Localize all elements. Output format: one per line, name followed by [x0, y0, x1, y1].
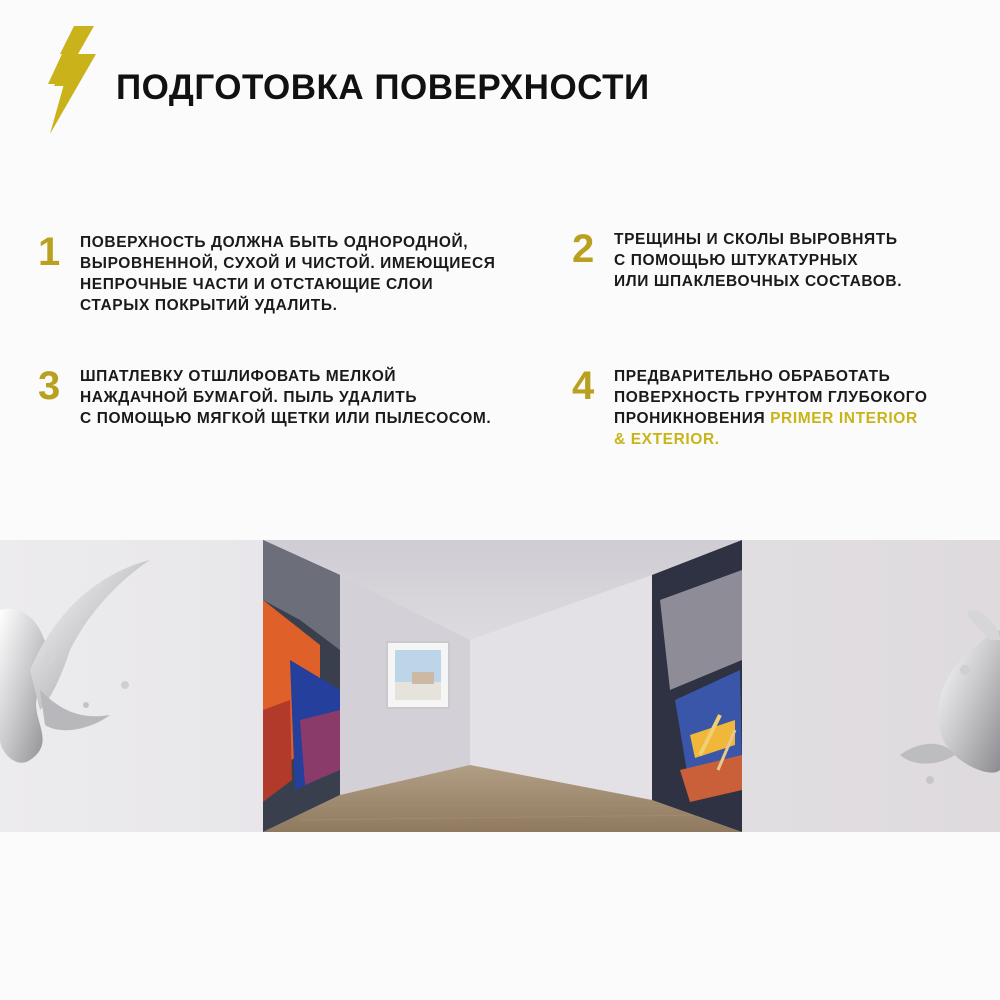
step-number: 3 — [38, 364, 61, 408]
header — [38, 22, 738, 132]
step-line-plain: ПРОНИКНОВЕНИЯ — [614, 410, 771, 427]
product-name-highlight: PRIMER INTERIOR — [770, 410, 918, 427]
step-4 — [572, 366, 982, 456]
step-2 — [572, 229, 972, 299]
step-line: ШПАТЛЕВКУ ОТШЛИФОВАТЬ МЕЛКОЙ — [80, 368, 397, 385]
step-text — [80, 366, 491, 429]
step-line: НАЖДАЧНОЙ БУМАГОЙ. ПЫЛЬ УДАЛИТЬ — [80, 389, 418, 406]
step-line: С ПОМОЩЬЮ МЯГКОЙ ЩЕТКИ ИЛИ ПЫЛЕСОСОМ. — [80, 410, 492, 427]
step-line — [614, 408, 928, 429]
page-title: ПОДГОТОВКА ПОВЕРХНОСТИ — [116, 68, 650, 107]
footer-blank — [0, 832, 1000, 1000]
step-line: ТРЕЩИНЫ И СКОЛЫ ВЫРОВНЯТЬ — [614, 231, 898, 248]
step-line: ПОВЕРХНОСТЬ ДОЛЖНА БЫТЬ ОДНОРОДНОЙ, — [80, 234, 469, 251]
step-line: НЕПРОЧНЫЕ ЧАСТИ И ОТСТАЮЩИЕ СЛОИ — [80, 276, 434, 293]
step-text — [614, 229, 902, 292]
step-line: ИЛИ ШПАКЛЕВОЧНЫХ СОСТАВОВ. — [614, 273, 903, 290]
lightning-bolt-icon — [38, 26, 100, 134]
step-number: 4 — [572, 364, 595, 408]
step-1 — [38, 232, 538, 322]
step-3 — [38, 366, 558, 436]
banner-illustration — [0, 540, 1000, 832]
step-text — [80, 232, 496, 316]
step-text — [614, 366, 928, 450]
step-line: СТАРЫХ ПОКРЫТИЙ УДАЛИТЬ. — [80, 297, 338, 314]
step-number: 2 — [572, 227, 595, 271]
room-interior-image — [263, 540, 742, 832]
step-line: ПОВЕРХНОСТЬ ГРУНТОМ ГЛУБОКОГО — [614, 389, 928, 406]
step-line: С ПОМОЩЬЮ ШТУКАТУРНЫХ — [614, 252, 859, 269]
step-number: 1 — [38, 230, 61, 274]
step-line: ПРЕДВАРИТЕЛЬНО ОБРАБОТАТЬ — [614, 368, 891, 385]
product-name-highlight: & EXTERIOR. — [614, 431, 720, 448]
step-line: ВЫРОВНЕННОЙ, СУХОЙ И ЧИСТОЙ. ИМЕЮЩИЕСЯ — [80, 255, 496, 272]
